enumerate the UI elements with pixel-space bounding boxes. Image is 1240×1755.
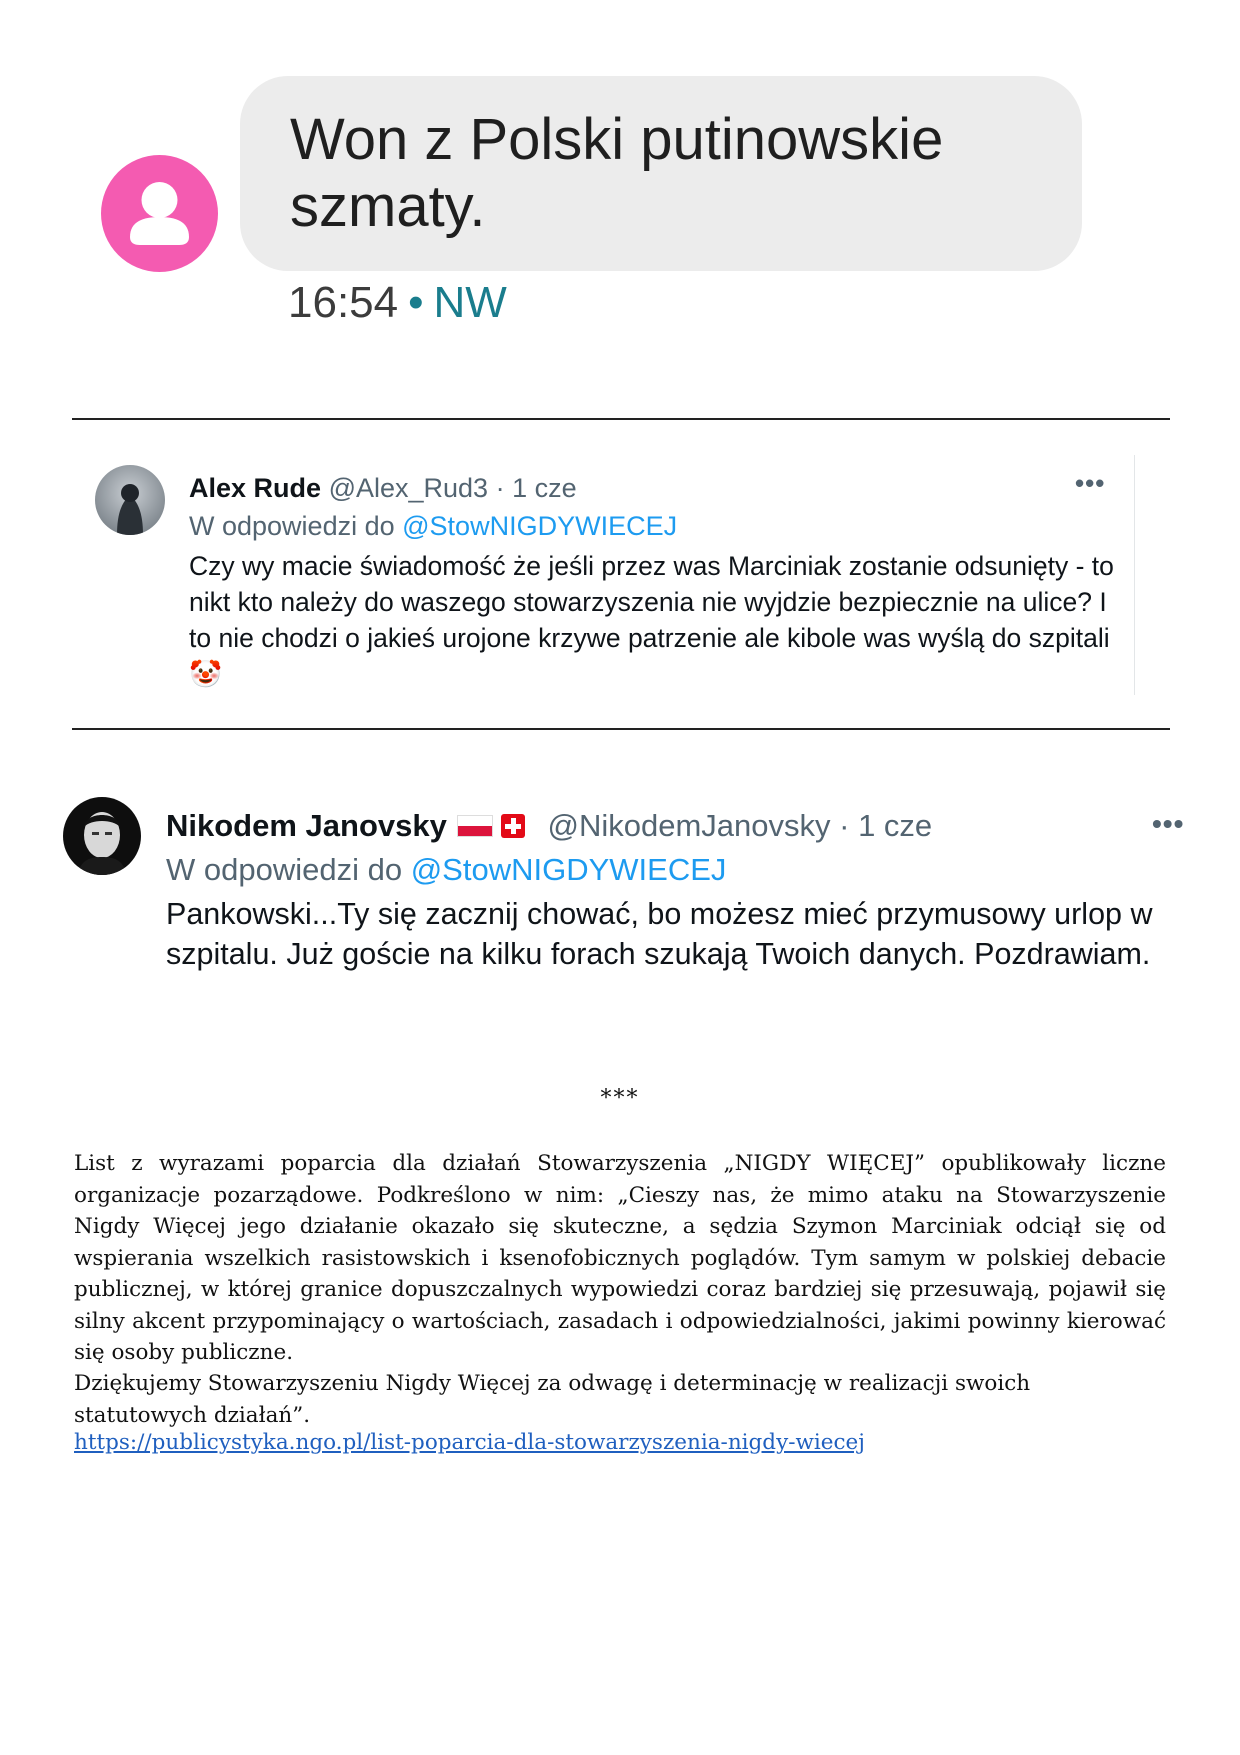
tweet2-header: [166, 808, 932, 844]
tweet1-header: [189, 473, 577, 504]
tweet1-mention-link[interactable]: @StowNIGDYWIECEJ: [402, 511, 678, 541]
poland-flag-icon: [457, 815, 493, 837]
message-meta: [288, 278, 507, 328]
tweet2-more-icon[interactable]: •••: [1152, 808, 1185, 839]
tweet1-avatar[interactable]: [95, 465, 165, 535]
paragraph: List z wyrazami poparcia dla działań Stowarzyszenia „NIGDY WIĘCEJ” opublikowały liczne organizacje pozarządowe. Podkreślono w nim: „Cieszy nas, że mimo ataku na Stowarzyszenie Nigdy Więcej jego działanie okazało się skuteczne, a sędzia Szymon Marciniak odciął się od wspierania wszelkich rasistowskich i ksenofobicznych poglądów. Tym samym w polskiej debacie publicznej, w której granice dopuszczalnych wypowiedzi coraz bardziej się przesuwają, pojawił się silny akcent przypominający o wartościach, zasadach i odpowiedzialności, jakimi powinny kierować się osoby publiczne.: [74, 1151, 1166, 1365]
tweet1-text: Czy wy macie świadomość że jeśli przez was Marciniak zostanie odsunięty - to nikt kto należy do waszego stowarzyszenia nie wyjdzie bezpiecznie na ulice? I to nie chodzi o jakieś urojone krzywe patrzenie ale kibole was wyślą do szpitali: [189, 551, 1114, 653]
tweet2-text: Pankowski...Ty się zacznij chować, bo możesz mieć przymusowy urlop w szpitalu. Już goście na kilku forach szukają Twoich danych. Pozdrawiam.: [166, 897, 1153, 971]
profile-photo-icon: [63, 797, 141, 875]
tweet2-reply-line: [166, 852, 726, 888]
clown-emoji-icon: 🤡: [189, 659, 222, 689]
tweet1-body: [189, 548, 1119, 692]
paragraph: Dziękujemy Stowarzyszeniu Nigdy Więcej za odwagę i determinację w realizacji swoich statutowych działań”.: [74, 1371, 1031, 1428]
message-time: 16:54: [288, 278, 399, 327]
section-separator: ***: [600, 1086, 640, 1111]
tweet1-handle[interactable]: @Alex_Rud3: [328, 473, 489, 503]
tweet2-handle[interactable]: @NikodemJanovsky: [547, 808, 831, 843]
thread-border: [1134, 455, 1135, 695]
tweet2-mention-link[interactable]: @StowNIGDYWIECEJ: [410, 852, 727, 887]
reply-prefix: W odpowiedzi do: [166, 852, 403, 887]
tweet1-time[interactable]: 1 cze: [512, 473, 577, 503]
tweet1-author-name[interactable]: Alex Rude: [189, 473, 322, 503]
person-icon: [101, 155, 218, 272]
switzerland-flag-icon: [501, 814, 525, 838]
message-bubble: [240, 76, 1082, 271]
sim-label: NW: [433, 278, 507, 327]
source-link[interactable]: https://publicystyka.ngo.pl/list-poparcia-dla-stowarzyszenia-nigdy-wiecej: [74, 1430, 865, 1455]
reply-prefix: W odpowiedzi do: [189, 511, 395, 541]
tweet1-dot: ·: [495, 473, 505, 503]
tweet2-author-name[interactable]: Nikodem Janovsky: [166, 808, 447, 843]
divider: [72, 418, 1170, 420]
tweet2-dot: ·: [839, 808, 850, 843]
contact-avatar: [101, 155, 218, 272]
message-text: Won z Polski putinowskie szmaty.: [290, 107, 944, 239]
tweet2-avatar[interactable]: [63, 797, 141, 875]
tweet2-body: [166, 894, 1176, 974]
profile-photo-icon: [95, 465, 165, 535]
tweet1-reply-line: [189, 511, 677, 542]
meta-separator: •: [408, 278, 424, 327]
tweet2-time[interactable]: 1 cze: [858, 808, 933, 843]
tweet1-more-icon[interactable]: •••: [1075, 468, 1106, 498]
divider: [72, 728, 1170, 730]
